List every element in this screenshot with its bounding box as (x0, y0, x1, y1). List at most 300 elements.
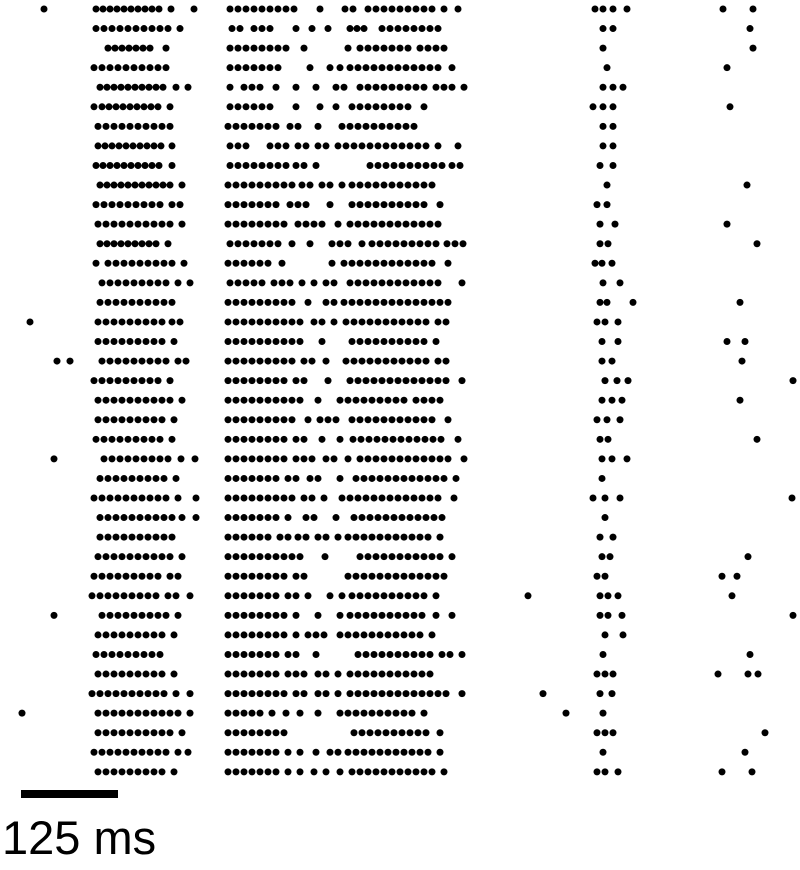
spike-dot (235, 45, 242, 52)
spike-dot (604, 416, 611, 423)
spike-dot (265, 749, 272, 756)
spike-dot (177, 201, 184, 208)
spike-dot (251, 240, 258, 247)
spike-dot (283, 142, 290, 149)
spike-dot (131, 279, 138, 286)
spike-dot (171, 631, 178, 638)
spike-dot (265, 671, 272, 678)
spike-dot (127, 338, 134, 345)
spike-dot (265, 123, 272, 130)
spike-dot (241, 768, 248, 775)
spike-dot (301, 690, 308, 697)
spike-dot (363, 123, 370, 130)
spike-dot (612, 221, 619, 228)
spike-dot (281, 690, 288, 697)
spike-dot (594, 768, 601, 775)
spike-dot (251, 279, 258, 286)
spike-dot (135, 416, 142, 423)
spike-dot (301, 573, 308, 580)
spike-dot (345, 749, 352, 756)
spike-dot (403, 64, 410, 71)
spike-dot (393, 573, 400, 580)
spike-dot (413, 768, 420, 775)
spike-dot (251, 64, 258, 71)
spike-dot (109, 142, 116, 149)
spike-dot (600, 142, 607, 149)
spike-dot (417, 45, 424, 52)
spike-dot (423, 514, 430, 521)
spike-dot (144, 142, 151, 149)
spike-dot (427, 690, 434, 697)
spike-dot (241, 495, 248, 502)
spike-dot (289, 397, 296, 404)
spike-dot (111, 397, 118, 404)
spike-dot (111, 221, 118, 228)
spike-dot (445, 260, 452, 267)
spike-dot (393, 710, 400, 717)
spike-dot (241, 553, 248, 560)
spike-dot (123, 279, 130, 286)
spike-dot (175, 710, 182, 717)
spike-dot (135, 710, 142, 717)
spike-dot (137, 299, 144, 306)
spike-dot (427, 495, 434, 502)
spike-dot (103, 338, 110, 345)
spike-dot (137, 260, 144, 267)
spike-dot (143, 631, 150, 638)
spike-dot (111, 338, 118, 345)
spike-dot (413, 416, 420, 423)
spike-dot (241, 573, 248, 580)
spike-dot (429, 631, 436, 638)
spike-dot (267, 240, 274, 247)
spike-dot (373, 299, 380, 306)
spike-dot (365, 768, 372, 775)
spike-dot (233, 182, 240, 189)
spike-dot (145, 260, 152, 267)
spike-dot (449, 64, 456, 71)
spike-dot (153, 690, 160, 697)
spike-dot (107, 64, 114, 71)
spike-dot (273, 201, 280, 208)
spike-dot (41, 6, 48, 13)
spike-dot (395, 279, 402, 286)
spike-dot (381, 84, 388, 91)
spike-dot (187, 690, 194, 697)
spike-dot (225, 768, 232, 775)
spike-dot (225, 710, 232, 717)
spike-dot (125, 84, 132, 91)
spike-dot (235, 279, 242, 286)
spike-dot (605, 612, 612, 619)
spike-dot (355, 671, 362, 678)
spike-dot (379, 123, 386, 130)
spike-dot (399, 514, 406, 521)
spike-dot (149, 436, 156, 443)
spike-dot (225, 260, 232, 267)
spike-dot (734, 573, 741, 580)
spike-dot (355, 495, 362, 502)
spike-dot (419, 671, 426, 678)
spike-dot (327, 592, 334, 599)
spike-dot (27, 318, 34, 325)
spike-dot (369, 534, 376, 541)
spike-dot (597, 612, 604, 619)
spike-dot (249, 299, 256, 306)
spike-dot (121, 514, 128, 521)
spike-dot (327, 64, 334, 71)
spike-dot (620, 631, 627, 638)
spike-dot (103, 671, 110, 678)
spike-dot (131, 573, 138, 580)
spike-dot (594, 573, 601, 580)
spike-dot (373, 84, 380, 91)
spike-dot (119, 671, 126, 678)
spike-dot (289, 495, 296, 502)
spike-dot (358, 436, 365, 443)
spike-dot (359, 514, 366, 521)
spike-dot (281, 299, 288, 306)
spike-dot (381, 416, 388, 423)
spike-dot (113, 103, 120, 110)
spike-dot (155, 495, 162, 502)
spike-dot (395, 123, 402, 130)
spike-dot (235, 240, 242, 247)
spike-dot (433, 240, 440, 247)
spike-dot (143, 318, 150, 325)
spike-dot (111, 710, 118, 717)
spike-dot (157, 25, 164, 32)
spike-dot (449, 162, 456, 169)
spike-dot (389, 592, 396, 599)
spike-dot (311, 768, 318, 775)
spike-dot (341, 84, 348, 91)
spike-dot (419, 612, 426, 619)
spike-dot (225, 358, 232, 365)
spike-dot (433, 573, 440, 580)
spike-dot (411, 651, 418, 658)
spike-dot (323, 768, 330, 775)
spike-dot (599, 358, 606, 365)
spike-dot (147, 573, 154, 580)
spike-dot (375, 729, 382, 736)
spike-dot (345, 573, 352, 580)
spike-dot (387, 25, 394, 32)
spike-dot (151, 729, 158, 736)
spike-dot (525, 592, 532, 599)
spike-dot (365, 182, 372, 189)
spike-dot (225, 475, 232, 482)
spike-dot (227, 142, 234, 149)
spike-dot (151, 123, 158, 130)
spike-dot (617, 495, 624, 502)
spike-dot (107, 162, 114, 169)
spike-dot (395, 495, 402, 502)
spike-dot (435, 358, 442, 365)
spike-dot (91, 64, 98, 71)
spike-dot (315, 123, 322, 130)
spike-dot (335, 142, 342, 149)
spike-dot (289, 358, 296, 365)
spike-dot (350, 6, 357, 13)
spike-dot (365, 592, 372, 599)
spike-dot (123, 377, 130, 384)
spike-dot (179, 221, 186, 228)
spike-dot (241, 182, 248, 189)
spike-dot (599, 397, 606, 404)
spike-dot (159, 768, 166, 775)
spike-dot (153, 475, 160, 482)
spike-dot (399, 142, 406, 149)
spike-dot (425, 240, 432, 247)
spike-dot (165, 25, 172, 32)
spike-dot (419, 25, 426, 32)
spike-dot (139, 377, 146, 384)
spike-dot (437, 201, 444, 208)
spike-dot (125, 201, 132, 208)
spike-dot (369, 240, 376, 247)
spike-dot (153, 299, 160, 306)
spike-dot (367, 162, 374, 169)
spike-dot (437, 749, 444, 756)
spike-dot (361, 749, 368, 756)
spike-dot (249, 534, 256, 541)
spike-dot (121, 6, 128, 13)
spike-dot (193, 514, 200, 521)
spike-dot (105, 475, 112, 482)
spike-dot (249, 690, 256, 697)
spike-dot (349, 182, 356, 189)
spike-dot (624, 455, 631, 462)
spike-dot (257, 475, 264, 482)
spike-dot (413, 260, 420, 267)
spike-dot (437, 553, 444, 560)
spike-dot (113, 690, 120, 697)
spike-dot (273, 123, 280, 130)
spike-dot (111, 671, 118, 678)
spike-dot (125, 651, 132, 658)
spike-dot (305, 631, 312, 638)
spike-dot (373, 416, 380, 423)
spike-dot (281, 631, 288, 638)
spike-dot (421, 338, 428, 345)
spike-dot (447, 651, 454, 658)
spike-dot (129, 690, 136, 697)
spike-dot (155, 612, 162, 619)
spike-dot (167, 123, 174, 130)
spike-dot (91, 573, 98, 580)
spike-dot (381, 338, 388, 345)
spike-dot (357, 260, 364, 267)
spike-dot (257, 397, 264, 404)
spike-dot (97, 299, 104, 306)
spike-dot (259, 103, 266, 110)
spike-dot (257, 573, 264, 580)
spike-dot (225, 299, 232, 306)
spike-dot (159, 338, 166, 345)
spike-dot (438, 436, 445, 443)
spike-dot (599, 553, 606, 560)
spike-dot (285, 749, 292, 756)
spike-dot (367, 514, 374, 521)
spike-dot (147, 749, 154, 756)
spike-dot (433, 592, 440, 599)
spike-dot (163, 358, 170, 365)
spike-dot (265, 592, 272, 599)
spike-dot (135, 631, 142, 638)
spike-dot (319, 182, 326, 189)
spike-dot (600, 749, 607, 756)
spike-dot (599, 338, 606, 345)
spike-dot (135, 338, 142, 345)
spike-dot (609, 455, 616, 462)
spike-dot (421, 182, 428, 189)
spike-dot (381, 182, 388, 189)
spike-dot (101, 651, 108, 658)
spike-dot (605, 592, 612, 599)
spike-dot (374, 436, 381, 443)
spike-dot (609, 397, 616, 404)
spike-dot (335, 534, 342, 541)
spike-dot (590, 103, 597, 110)
spike-dot (421, 103, 428, 110)
spike-dot (610, 671, 617, 678)
spike-dot (281, 455, 288, 462)
spike-dot (225, 612, 232, 619)
spike-dot (311, 318, 318, 325)
spike-dot (128, 162, 135, 169)
spike-dot (347, 495, 354, 502)
spike-dot (233, 671, 240, 678)
spike-dot (397, 182, 404, 189)
spike-dot (401, 631, 408, 638)
spike-dot (307, 182, 314, 189)
spike-dot (129, 534, 136, 541)
spike-dot (355, 279, 362, 286)
spike-dot (363, 690, 370, 697)
spike-dot (127, 671, 134, 678)
spike-dot (273, 416, 280, 423)
spike-dot (149, 6, 156, 13)
spike-dot (187, 279, 194, 286)
spike-dot (281, 397, 288, 404)
spike-dot (333, 103, 340, 110)
spike-dot (113, 534, 120, 541)
spike-dot (153, 514, 160, 521)
spike-dot (409, 631, 416, 638)
spike-dot (157, 436, 164, 443)
spike-dot (361, 710, 368, 717)
spike-dot (192, 455, 199, 462)
spike-dot (163, 64, 170, 71)
spike-dot (363, 64, 370, 71)
spike-dot (297, 318, 304, 325)
spike-dot (139, 240, 146, 247)
spike-dot (129, 514, 136, 521)
spike-dot (243, 103, 250, 110)
spike-dot (93, 260, 100, 267)
spike-dot (167, 377, 174, 384)
spike-dot (389, 416, 396, 423)
spike-dot (343, 358, 350, 365)
spike-dot (599, 455, 606, 462)
spike-dot (273, 358, 280, 365)
spike-dot (405, 182, 412, 189)
spike-dot (265, 358, 272, 365)
spike-dot (597, 221, 604, 228)
spike-dot (107, 358, 114, 365)
spike-dot (597, 592, 604, 599)
spike-dot (273, 475, 280, 482)
spike-dot (116, 142, 123, 149)
spike-dot (265, 455, 272, 462)
spike-dot (409, 534, 416, 541)
spike-dot (241, 592, 248, 599)
spike-dot (337, 397, 344, 404)
spike-dot (361, 25, 368, 32)
spike-dot (265, 221, 272, 228)
spike-dot (369, 631, 376, 638)
spike-dot (114, 6, 121, 13)
spike-dot (93, 436, 100, 443)
spike-dot (225, 201, 232, 208)
spike-dot (333, 514, 340, 521)
spike-dot (243, 142, 250, 149)
spike-dot (151, 671, 158, 678)
spike-dot (273, 749, 280, 756)
spike-dot (433, 475, 440, 482)
spike-dot (597, 534, 604, 541)
spike-dot (105, 514, 112, 521)
spike-dot (391, 729, 398, 736)
spike-dot (347, 690, 354, 697)
spike-dot (393, 397, 400, 404)
spike-dot (744, 182, 751, 189)
spike-dot (285, 534, 292, 541)
spike-dot (790, 612, 797, 619)
spike-dot (387, 690, 394, 697)
spike-dot (445, 455, 452, 462)
spike-dot (151, 710, 158, 717)
spike-dot (149, 162, 156, 169)
spike-dot (742, 749, 749, 756)
spike-dot (322, 553, 329, 560)
spike-dot (437, 729, 444, 736)
spike-dot (111, 631, 118, 638)
spike-dot (285, 768, 292, 775)
spike-dot (249, 318, 256, 325)
spike-dot (114, 162, 121, 169)
spike-dot (125, 182, 132, 189)
spike-dot (99, 358, 106, 365)
spike-dot (257, 84, 264, 91)
spike-dot (148, 103, 155, 110)
spike-dot (289, 553, 296, 560)
spike-dot (630, 299, 637, 306)
spike-dot (413, 84, 420, 91)
spike-dot (251, 45, 258, 52)
spike-dot (257, 631, 264, 638)
spike-dot (267, 142, 274, 149)
spike-dot (117, 436, 124, 443)
spike-dot (151, 768, 158, 775)
spike-dot (600, 6, 607, 13)
spike-dot (357, 768, 364, 775)
spike-dot (337, 64, 344, 71)
spike-dot (233, 358, 240, 365)
spike-dot (127, 553, 134, 560)
spike-dot (379, 64, 386, 71)
